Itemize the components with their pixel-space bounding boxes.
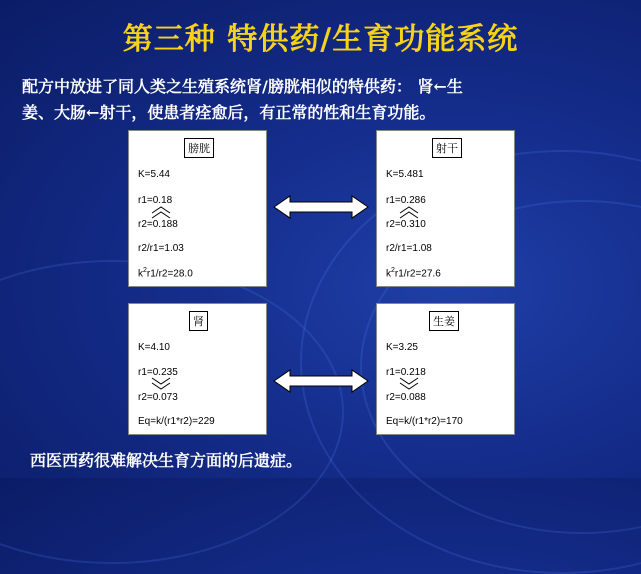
r1-value: r1=0.235 [138, 367, 178, 378]
eq-value: Eq=k/(r1*r2)=229 [138, 416, 215, 427]
k-value: K=5.481 [386, 169, 424, 180]
intro-line-1: 配方中放进了同人类之生殖系统肾/膀胱相似的特供药： 肾←生 [22, 77, 463, 96]
card-bladder [128, 130, 267, 287]
r2-value: r2=0.310 [386, 219, 426, 230]
card-ginger [376, 303, 515, 435]
card-kidney [128, 303, 267, 435]
k-value: K=5.44 [138, 169, 170, 180]
card-label: 膀胱 [184, 138, 214, 158]
card-label: 生姜 [429, 311, 459, 331]
chevron-up-icon [399, 206, 419, 220]
r2-value: r2=0.073 [138, 392, 178, 403]
slide-title: 第三种 特供药/生育功能系统 [122, 22, 519, 57]
ratio-value: r2/r1=1.03 [138, 243, 184, 254]
chevron-down-icon [151, 377, 171, 391]
r2-value: r2=0.188 [138, 219, 178, 230]
ratio-value: r2/r1=1.08 [386, 243, 432, 254]
r1-value: r1=0.218 [386, 367, 426, 378]
chevron-down-icon [399, 377, 419, 391]
card-label: 肾 [189, 311, 208, 331]
k2-ratio-value: $k^2r1/r2=28.0$ [138, 267, 193, 280]
double-arrow-icon [272, 368, 370, 394]
card-shegan [376, 130, 515, 287]
k-value: K=3.25 [386, 342, 418, 353]
intro-paragraph [22, 74, 627, 126]
r1-value: r1=0.18 [138, 195, 173, 206]
r2-value: r2=0.088 [386, 392, 426, 403]
footer-note: 西医西药很难解决生育方面的后遗症。 [30, 451, 303, 470]
intro-line-2: 姜、大肠←射干，使患者痊愈后，有正常的性和生育功能。 [22, 103, 436, 122]
double-arrow-icon [272, 194, 370, 220]
k-value: K=4.10 [138, 342, 170, 353]
chevron-up-icon [151, 206, 171, 220]
r1-value: r1=0.286 [386, 195, 426, 206]
eq-value: Eq=k/(r1*r2)=170 [386, 416, 463, 427]
k2-ratio-value: $k^2r1/r2=27.6$ [386, 267, 441, 280]
card-label: 射干 [432, 138, 462, 158]
